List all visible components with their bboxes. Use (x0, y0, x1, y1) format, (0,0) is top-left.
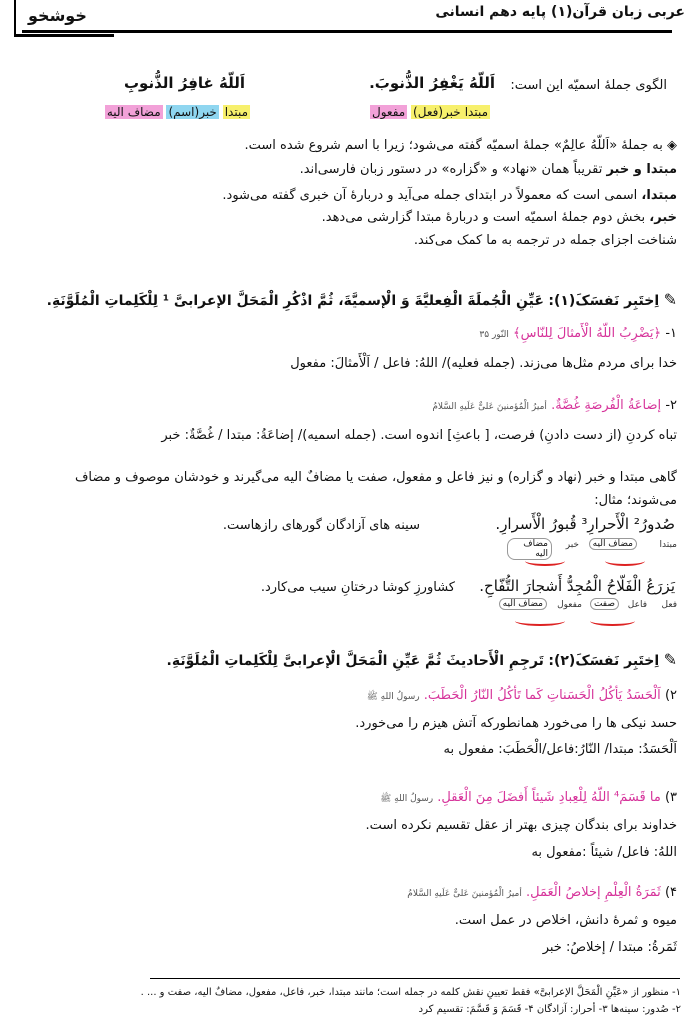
intro-p4: خبر، بخش دوم جملهٔ اسمیّه است و دربارهٔ مبتدا گزارشی می‌دهد. (321, 210, 677, 225)
footnote-rule (150, 978, 680, 979)
hadith-4-answer: ثَمَرةُ: مبتدا / إخلاصُ: خبر (542, 940, 677, 955)
page-header-title: عربی زبان قرآن(۱) پایه دهم انسانی (435, 4, 685, 20)
example2: یَزرَعُ الْفَلّاحُ الْمُجِدُّ أَشجارَ التُّفّاحِ. (479, 577, 675, 595)
intro-p5: شناخت اجزای جمله در ترجمه به ما کمک می‌کند. (413, 233, 677, 248)
tag-mubtada-2: مبتدا (224, 105, 248, 119)
nominal-tags (105, 105, 250, 120)
brand-name: خوشخو (28, 6, 87, 25)
verbal-tags (370, 105, 490, 120)
hadith-4-translation: میوه و ثمرهٔ دانش، اخلاص در عمل است. (454, 913, 677, 928)
arc-4 (515, 616, 565, 626)
tag-khabar-esm: خبر(اسم) (168, 105, 217, 119)
pen-icon-2: ✎ (663, 650, 677, 669)
hadith-2-answer: اَلْحَسَدُ: مبتدا/ النّارُ:فاعل/الْحَطَبَ: مفعول به (443, 742, 677, 757)
pen-icon: ✎ (663, 290, 677, 309)
intro-p3: مبتدا، اسمی است که معمولاً در ابتدای جمله می‌آید و دربارهٔ آن خبری گفته می‌شود. (222, 188, 677, 203)
extra-line1: گاهی مبتدا و خبر (نهاد و گزاره) و نیز فاعل و مفعول، صفت یا مضافٌ الیه می‌گیرند و خودشان موصوف و مضاف (74, 470, 677, 485)
footnote-1: ۱- منظور از «عَیِّنِ الْمَحَلَّ الإعرابیَّ» فقط تعیینِ نقش کلمه در جمله است؛ مانند مبتدا، خبر، فاعل، مفعول، مضافٌ الیه، صفت و ... . (140, 987, 681, 998)
hadith-3-translation: خداوند برای بندگان چیزی بهتر از عقل تقسیم نکرده است. (365, 818, 677, 833)
test1-heading: ✎ اِختَبِر نَفسَکَ(۱): عَیِّنِ الْجُملَةَ الْفِعلیَّةَ وَ الْإسمیَّةَ، ثُمَّ اذْکُرِ الْمَحَلَّ الإعرابیَّ ¹ لِلْکَلِماتِ الْمُلَوَّنَةِ. (46, 290, 677, 309)
q1: ۱- ﴿یَضْرِبُ اللّهُ الْأَمثالَ لِلنّاسِ﴾ النّور ۳۵ (479, 326, 677, 341)
hadith-4: ۴) ثَمَرَةُ الْعِلْمِ إخلاصُ الْعَمَلِ. أمیرُ الْمُؤمنینَ عَلیٌّ عَلَیهِ السَّلامُ (407, 885, 677, 900)
arc-3 (590, 616, 635, 626)
extra-line2: می‌شوند؛ مثال: (594, 493, 677, 508)
test2-heading: ✎ اِختَبِر نَفسَکَ(۲): تَرجِمِ الْأَحادیثَ ثُمَّ عَیِّنِ الْمَحَلَّ الْإعرابیَّ لِلْکَلِماتِ الْمُلَوَّنَةِ. (166, 650, 677, 669)
intro-p1: ◈ به جملهٔ «اَللّهُ عالِمٌ» جملهٔ اسمیّه گفته می‌شود؛ زیرا با اسم شروع شده است. (244, 138, 677, 153)
hadith-2: ۲) اَلْحَسَدُ یَأکُلُ الْحَسَناتِ کَما تَأکُلُ النّارُ الْحَطَبَ. رسولُ اللهِ ﷺ (366, 688, 677, 703)
example-nominal: اَللّهُ غافِرُ الذُّنوبِ (123, 74, 245, 92)
hadith-3-answer: اللهُ: فاعل/ شیئاً :مفعول به (531, 845, 677, 860)
hadith-2-translation: حسد نیکی ها را می‌خورد همانطورکه آتش هیزم را می‌خورد. (355, 716, 677, 731)
header-rule (22, 30, 672, 33)
pattern-label: الگوی جملهٔ اسمیّه این است: (510, 78, 667, 93)
example1-tags: مبتدا مضاف الیه خبر مضاف الیه (507, 538, 677, 558)
example1-translation: سینه های آزادگان گورهای رازهاست. (222, 518, 420, 533)
tag-mafool: مفعول (372, 105, 406, 119)
hadith-3: ۳) ما قَسَمَ⁴ اللّهُ لِلْعِبادِ شَیئاً أَفضَلَ مِنَ الْعَقلِ. رسولُ اللهِ ﷺ (380, 790, 677, 805)
example1: صُدورُ² الْأَحرارِ³ قُبورُ الْأَسرارِ. (495, 515, 675, 533)
example2-tags: فعل فاعل صفت مفعول مضاف الیه (487, 598, 677, 618)
example2-translation: کشاورزِ کوشا درختانِ سیب می‌کارد. (260, 580, 455, 595)
tag-mozaf-elayh: مضاف الیه (106, 105, 161, 119)
q2: ۲- إضاعَةُ الْفُرصَةِ غُصَّةٌ. أمیرُ الْمُؤمنینَ عَلیٌّ عَلَیهِ السَّلامُ (432, 398, 677, 413)
q1-answer: خدا برای مردم مثل‌ها می‌زند. (جمله فعلیه)/ اللهُ: فاعل / اَلْأَمثالَ: مفعول (290, 356, 677, 371)
tag-mubtada: مبتدا (464, 105, 488, 119)
arc-2 (525, 556, 565, 566)
arc-1 (605, 556, 645, 566)
example-verbal: اَللّهُ یَغْفِرُ الذُّنوبَ. (369, 74, 495, 92)
diamond-icon: ◈ (667, 138, 677, 153)
tag-khabar-fel: خبر(فعل) (413, 105, 461, 119)
footnote-2: ۲- صُدور: سینه‌ها ۳- أحرار: آزادگان ۴- قَسَمَ وَ قَسَّمَ: تقسیم کرد (418, 1004, 681, 1015)
q2-answer: تباه کردنِ (از دست دادنِ) فرصت، [ باعثِ] اندوه است. (جمله اسمیه)/ إضاعَةُ: مبتدا / غُصَّةٌ: خبر (161, 428, 677, 443)
intro-p2: مبتدا و خبر تقریباً همان «نهاد» و «گزاره» در دستور زبان فارسی‌اند. (299, 162, 677, 177)
